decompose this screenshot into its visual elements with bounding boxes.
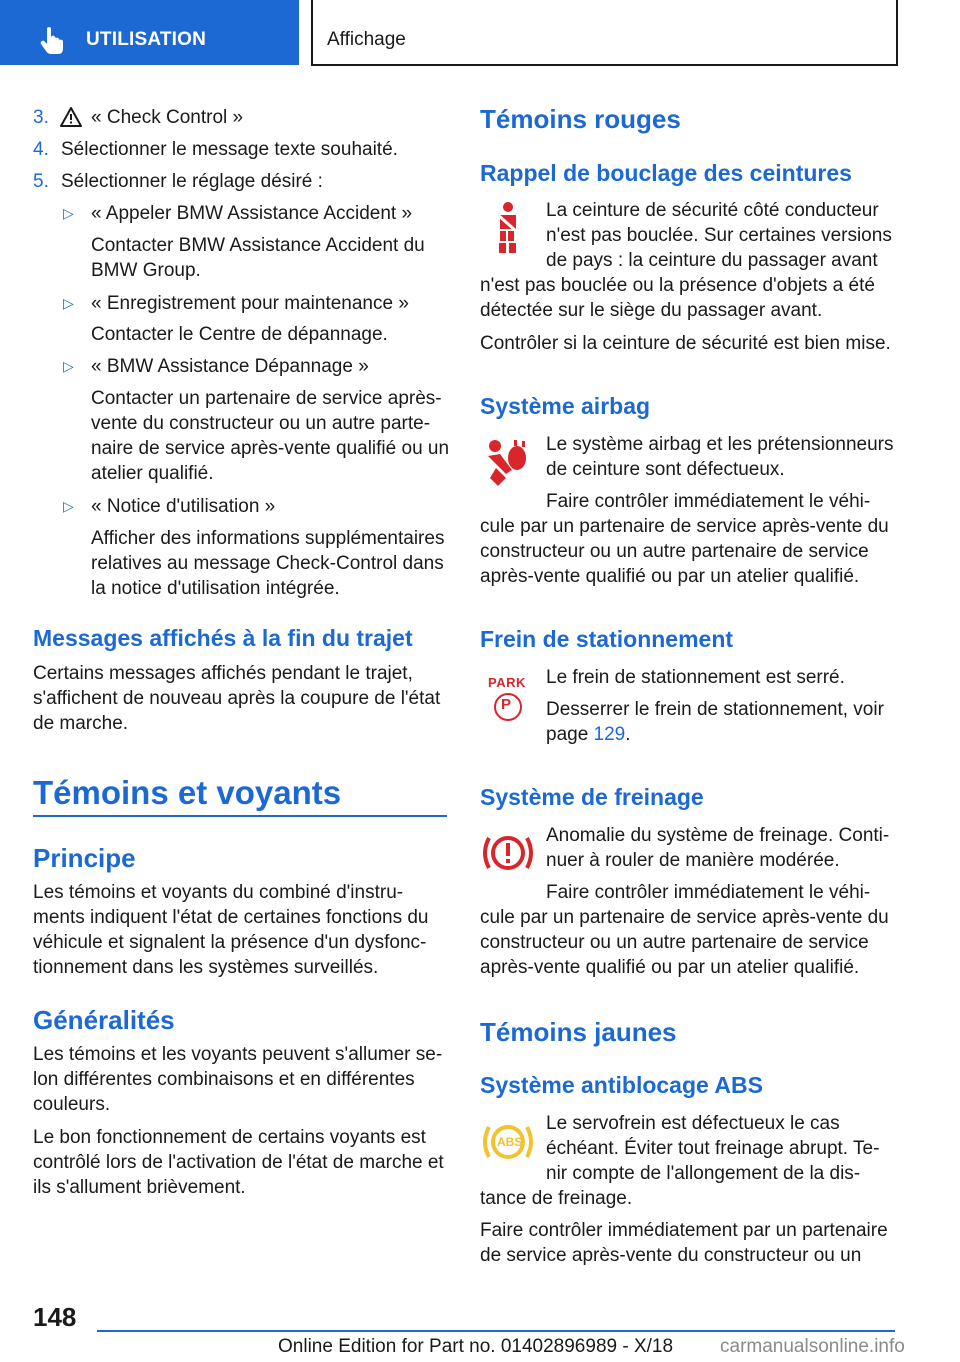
paragraph-line: s'affichent de nouveau après la coupure de l'état: [33, 688, 441, 709]
bullet-title: « Enregistrement pour maintenance »: [91, 293, 409, 314]
page-ref-suffix: .: [625, 724, 631, 745]
section-heading: Témoins jaunes: [480, 1017, 677, 1047]
subsection-heading: Système antiblocage ABS: [480, 1072, 763, 1098]
paragraph-line: Contrôler si la ceinture de sécurité est bien mise.: [480, 333, 891, 354]
paragraph-line: ils s'allument brièvement.: [33, 1177, 246, 1198]
paragraph-line: constructeur ou un autre partenaire de service: [480, 541, 869, 562]
page-section-label: Affichage: [327, 29, 406, 50]
footer-rule: [97, 1330, 895, 1332]
section-label: UTILISATION: [86, 29, 207, 50]
step-text: « Check Control »: [91, 107, 244, 128]
footer-edition: Online Edition for Part no. 01402896989 - X/18: [278, 1336, 674, 1357]
abs-icon-label: ABS: [497, 1135, 523, 1149]
paragraph-line: échéant. Éviter tout freinage abrupt. Te-: [546, 1138, 880, 1159]
paragraph-line: Desserrer le frein de stationnement, voir: [546, 699, 884, 720]
bullet-text: vente du constructeur ou un autre parte-: [91, 413, 431, 434]
bullet-arrow-icon: ▷: [63, 295, 74, 311]
paragraph-line: après-vente qualifié ou par un atelier qualifié.: [480, 957, 860, 978]
paragraph-line: Certains messages affichés pendant le trajet,: [33, 663, 413, 684]
subsection-heading: Frein de stationnement: [480, 626, 734, 652]
bullet-text: Afficher des informations supplémentaires: [91, 528, 445, 549]
chapter-heading: Témoins et voyants: [33, 774, 342, 811]
paragraph-line: nir compte de l'allongement de la dis-: [546, 1163, 861, 1184]
paragraph-line: Le frein de stationnement est serré.: [546, 667, 845, 688]
bullet-text: Contacter le Centre de dépannage.: [91, 324, 388, 345]
brake-system-warning-icon: [483, 833, 533, 873]
step-text: Sélectionner le réglage désiré :: [61, 171, 323, 192]
paragraph-line: tionnement dans les systèmes surveillés.: [33, 957, 379, 978]
bullet-arrow-icon: ▷: [63, 205, 74, 221]
section-heading: Témoins rouges: [480, 104, 681, 134]
paragraph-line: couleurs.: [33, 1094, 111, 1115]
bullet-text: atelier qualifié.: [91, 463, 214, 484]
paragraph-line: Faire contrôler immédiatement le véhi-: [546, 491, 871, 512]
subsection-heading: Rappel de bouclage des ceintures: [480, 160, 852, 186]
bullet-arrow-icon: ▷: [63, 358, 74, 374]
section-heading: Messages affichés à la fin du trajet: [33, 625, 413, 651]
paragraph-line: cule par un partenaire de service après-vente du: [480, 907, 889, 928]
bullet-title: « Appeler BMW Assistance Accident »: [91, 203, 413, 224]
footer-watermark: carmanualsonline.info: [720, 1336, 905, 1357]
paragraph-line: tance de freinage.: [480, 1188, 633, 1209]
subsection-heading: Système airbag: [480, 393, 651, 419]
bullet-title: « BMW Assistance Dépannage »: [91, 356, 369, 377]
park-icon-label: PARK: [488, 675, 526, 690]
step-number: 3.: [33, 107, 49, 128]
paragraph-line: ments indiquent l'état de certaines fonctions du: [33, 907, 429, 928]
paragraph-line: de marche.: [33, 713, 129, 734]
airbag-warning-icon: [484, 438, 528, 488]
page-number: 148: [33, 1302, 77, 1332]
heading-rule: [33, 815, 447, 817]
paragraph-line: lon différentes combinaisons et en différentes: [33, 1069, 415, 1090]
paragraph-line: [546, 722, 631, 747]
paragraph-line: Les témoins et voyants du combiné d'instru-: [33, 882, 404, 903]
park-brake-icon: [486, 673, 528, 721]
bullet-text: Contacter BMW Assistance Accident du: [91, 235, 425, 256]
paragraph-line: Le bon fonctionnement de certains voyants est: [33, 1127, 426, 1148]
section-tab[interactable]: [0, 0, 299, 65]
paragraph-line: détectée sur le siège du passager avant.: [480, 300, 823, 321]
paragraph-line: Anomalie du système de freinage. Conti-: [546, 825, 890, 846]
paragraph-line: véhicule et signalent la présence d'un dysfonc-: [33, 932, 427, 953]
paragraph-line: cule par un partenaire de service après-vente du: [480, 516, 889, 537]
bullet-title: « Notice d'utilisation »: [91, 496, 276, 517]
bullet-text: relatives au message Check-Control dans: [91, 553, 444, 574]
bullet-text: Contacter un partenaire de service après-: [91, 388, 442, 409]
hand-pointer-icon: [38, 26, 64, 54]
page-ref-prefix: page: [546, 724, 594, 745]
warning-triangle-icon: [59, 106, 83, 128]
page-link[interactable]: 129: [593, 724, 626, 745]
bullet-arrow-icon: ▷: [63, 498, 74, 514]
bullet-text: BMW Group.: [91, 260, 201, 281]
paragraph-line: Faire contrôler immédiatement le véhi-: [546, 882, 871, 903]
step-text: Sélectionner le message texte souhaité.: [61, 139, 398, 160]
paragraph-line: Le système airbag et les prétensionneurs: [546, 434, 894, 455]
park-icon-p: P: [501, 696, 512, 713]
step-number: 4.: [33, 139, 49, 160]
paragraph-line: de ceinture sont défectueux.: [546, 459, 785, 480]
paragraph-line: constructeur ou un autre partenaire de service: [480, 932, 869, 953]
paragraph-line: Faire contrôler immédiatement par un partenaire: [480, 1220, 888, 1241]
step-number: 5.: [33, 171, 49, 192]
seatbelt-warning-icon: [490, 201, 524, 253]
abs-warning-icon: [482, 1121, 534, 1163]
paragraph-line: La ceinture de sécurité côté conducteur: [546, 200, 879, 221]
section-heading: Généralités: [33, 1005, 175, 1035]
paragraph-line: de service après-vente du constructeur ou un: [480, 1245, 862, 1266]
paragraph-line: de pays : la ceinture du passager avant: [546, 250, 878, 271]
bullet-text: la notice d'utilisation intégrée.: [91, 578, 340, 599]
subsection-heading: Système de freinage: [480, 784, 704, 810]
paragraph-line: n'est pas bouclée. Sur certaines versions: [546, 225, 892, 246]
paragraph-line: n'est pas bouclée ou la présence d'objets a été: [480, 275, 875, 296]
bullet-text: naire de service après-vente qualifié ou un: [91, 438, 450, 459]
paragraph-line: Les témoins et les voyants peuvent s'allumer se-: [33, 1044, 443, 1065]
paragraph-line: après-vente qualifié ou par un atelier qualifié.: [480, 566, 860, 587]
section-heading: Principe: [33, 843, 136, 873]
paragraph-line: contrôlé lors de l'activation de l'état de marche et: [33, 1152, 444, 1173]
paragraph-line: nuer à rouler de manière modérée.: [546, 850, 840, 871]
page-section-box: [311, 0, 898, 66]
paragraph-line: Le servofrein est défectueux le cas: [546, 1113, 840, 1134]
